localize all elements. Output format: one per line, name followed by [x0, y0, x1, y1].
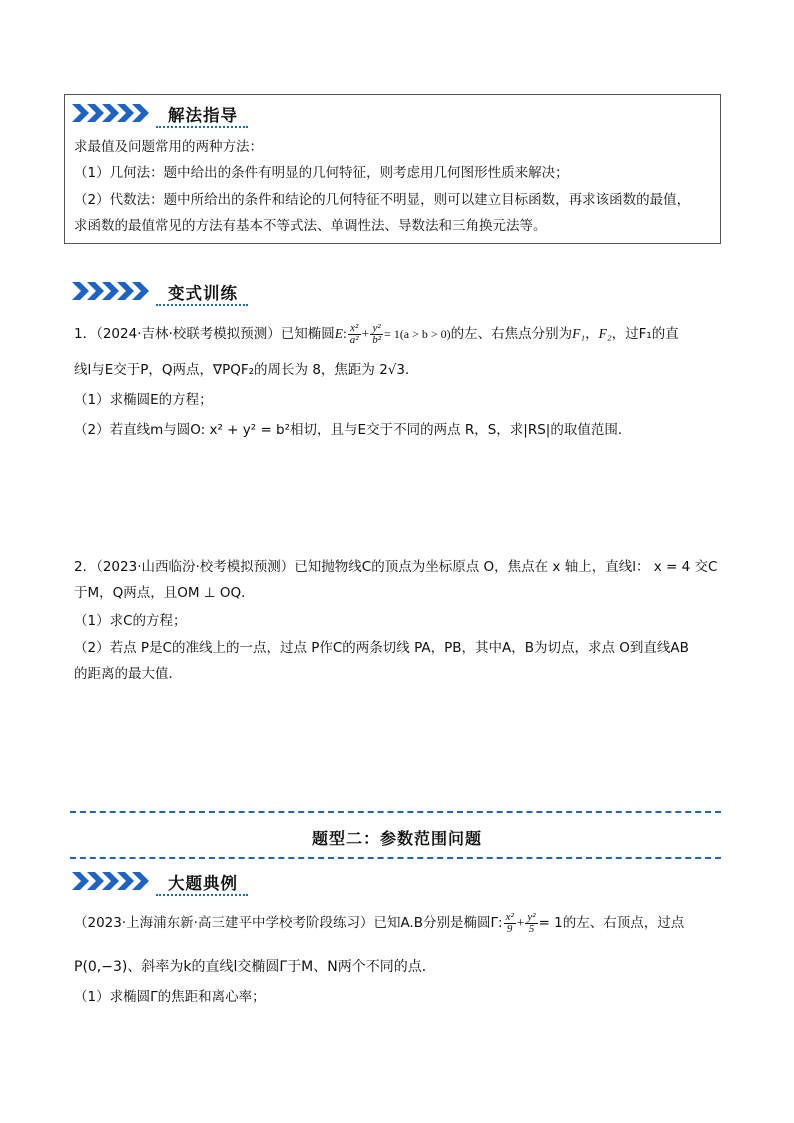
- variant-training-header: [72, 280, 252, 306]
- method-item-geometric: （1）几何法：题中给出的条件有明显的几何特征，则考虑用几何图形性质来解决；: [74, 165, 569, 181]
- ellipse-condition: = 1(a > b > 0): [384, 327, 451, 341]
- problem-1-line-2: 线l与E交于P，Q两点，∇PQF₂的周长为 8，焦距为 2√3．: [74, 362, 419, 378]
- problem-2-part-2: （2）若点 P是C的准线上的一点，过点 P作C的两条切线 PA，PB，其中A，B为切点，求点 O到直线AB: [74, 640, 689, 656]
- big-example-header: [72, 870, 272, 896]
- method-guide-title: 解法指导: [168, 106, 238, 125]
- section-divider-top: [70, 811, 721, 813]
- fraction-x2-9: $\frac{\text{x²}}{9}$: [505, 910, 514, 935]
- problem-2-line-2: 于M，Q两点，且OM ⊥ OQ．: [74, 585, 255, 601]
- ellipse-name: E: [334, 326, 344, 341]
- example-part-1: （1）求椭圆Γ的焦距和离心率；: [74, 989, 266, 1005]
- problem-1-part-1: （1）求椭圆E的方程；: [74, 392, 213, 408]
- big-example-title: 大题典例: [168, 874, 238, 893]
- method-item-algebraic-cont: 求函数的最值常见的方法有基本不等式法、单调性法、导数法和三角换元法等。: [74, 218, 547, 234]
- problem-1-line-1: 1．（2024·吉林·校联考模拟预测）已知椭圆E: $\frac{\text{x²}}{\text{a²}}$ + $\frac{\text{y²}}{\text{b²}}$ = 1(a > b > 0)的左、右焦点分别为F₁，F₂，过F₁的直: [74, 321, 679, 346]
- section-divider-bottom: [70, 857, 721, 859]
- method-guide-header: [72, 102, 252, 128]
- example-line-2: P(0,−3)、斜率为k的直线l交椭圆Γ于M、N两个不同的点．: [74, 959, 436, 975]
- example-lead-tail: = 1的左、右顶点，过点: [538, 915, 685, 931]
- chevron-arrows-icon: [72, 280, 156, 302]
- fraction-y2-b2: $\frac{\text{y²}}{\text{b²}}$: [372, 321, 382, 346]
- chevron-arrows-icon: [72, 870, 156, 892]
- title-underline: [156, 126, 248, 128]
- variant-training-title: 变式训练: [168, 284, 238, 303]
- problem-1-lead: 1．（2024·吉林·校联考模拟预测）已知椭圆: [74, 326, 335, 342]
- method-intro: 求最值及问题常用的两种方法：: [74, 139, 263, 155]
- problem-2-part-1: （1）求C的方程；: [74, 613, 187, 629]
- problem-1-part-2: （2）若直线m与圆O: x² + y² = b²相切，且与E交于不同的两点 R，S，求|RS|的取值范围．: [74, 422, 632, 438]
- method-item-algebraic: （2）代数法：题中所给出的条件和结论的几何特征不明显，则可以建立目标函数，再求该函数的最值，: [74, 192, 691, 208]
- example-line-1: （2023·上海浦东新·高三建平中学校考阶段练习）已知A.B分别是椭圆Γ: $\frac{\text{x²}}{9}$ + $\frac{\text{y²}}{5}$ = 1的左、右顶点，过点: [74, 910, 685, 935]
- problem-2-line-1: 2．（2023·山西临汾·校考模拟预测）已知抛物线C的顶点为坐标原点 O，焦点在 x 轴上，直线l： x = 4 交C: [74, 559, 718, 575]
- fraction-y2-5: $\frac{\text{y²}}{5}$: [527, 910, 536, 935]
- type-two-title: 题型二：参数范围问题: [311, 829, 482, 848]
- chevron-arrows-icon: [72, 102, 156, 124]
- title-underline: [156, 304, 248, 306]
- example-lead: （2023·上海浦东新·高三建平中学校考阶段练习）已知A.B分别是椭圆Γ:: [74, 915, 503, 931]
- title-underline: [156, 894, 248, 896]
- fraction-x2-a2: $\frac{\text{x²}}{\text{a²}}$: [349, 321, 359, 346]
- problem-2-part-2-cont: 的距离的最大值．: [74, 666, 182, 682]
